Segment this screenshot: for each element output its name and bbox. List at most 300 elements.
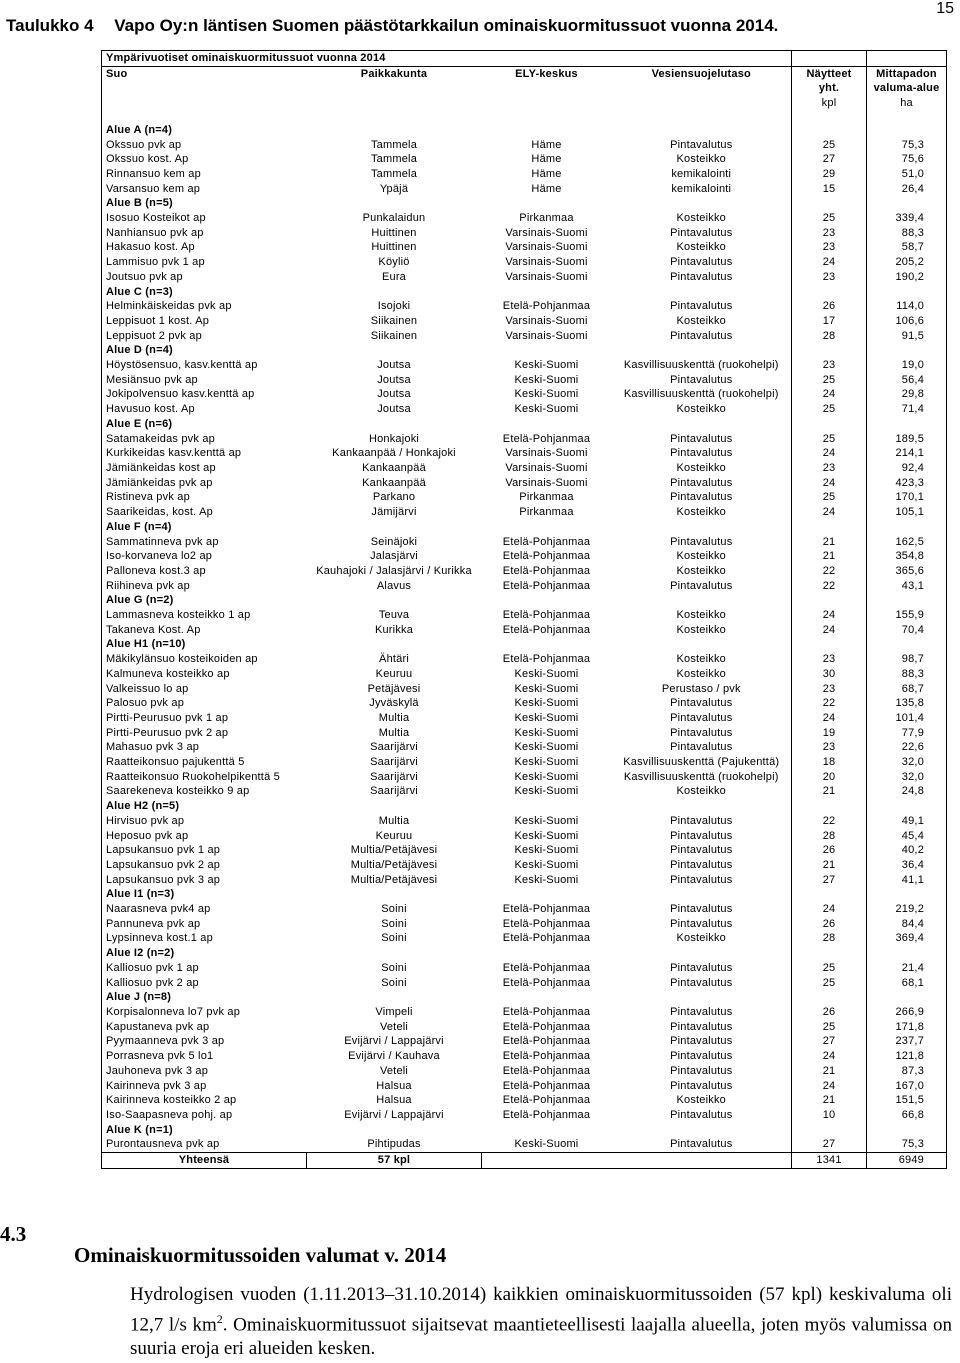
table-row [102,329,947,344]
cell-suo: Isosuo Kosteikot ap [106,212,206,225]
cell-suo: Lapsukansuo pvk 3 ap [106,873,221,886]
cell-ely: Etelä-Pohjanmaa [502,653,591,666]
cell-naytteet: 24 [792,902,867,917]
cell-valuma-alue: 423,3 [867,476,947,491]
area-group-label: Alue I1 (n=3) [106,888,175,901]
cell-valuma-alue: 214,1 [867,446,947,461]
cell-naytteet: 24 [792,608,867,623]
table-row [102,476,947,491]
cell-ely: Keski-Suomi [514,814,579,827]
cell-paikkakunta: Soini [381,932,407,945]
area-group-label: Alue G (n=2) [106,594,174,607]
cell-vesiensuojelutaso: Pintavalutus [670,873,733,886]
cell-naytteet: 15 [792,182,867,197]
cell-ely: Etelä-Pohjanmaa [502,903,591,916]
cell-naytteet: 20 [792,770,867,785]
cell-naytteet: 24 [792,1079,867,1094]
cell-paikkakunta: Seinäjoki [370,535,418,548]
area-group-label: Alue H2 (n=5) [106,800,180,813]
cell-ely: Keski-Suomi [514,373,579,386]
cell-ely: Etelä-Pohjanmaa [502,976,591,989]
table-container [101,50,946,1169]
table-row [102,1079,947,1094]
cell-paikkakunta: Saarijärvi [370,785,418,798]
cell-ely: Etelä-Pohjanmaa [502,300,591,313]
cell-ely: Keski-Suomi [514,667,579,680]
cell-paikkakunta: Joutsa [377,373,411,386]
cell-paikkakunta: Multia/Petäjävesi [350,858,438,871]
cell-naytteet: 23 [792,682,867,697]
cell-ely: Etelä-Pohjanmaa [502,564,591,577]
cell-valuma-alue: 171,8 [867,1020,947,1035]
cell-paikkakunta: Isojoki [377,300,411,313]
table-row [102,1093,947,1108]
table-row [102,240,947,255]
cell-naytteet: 24 [792,476,867,491]
cell-suo: Takaneva Kost. Ap [106,623,201,636]
cell-ely: Etelä-Pohjanmaa [502,550,591,563]
table-row [102,1020,947,1035]
cell-naytteet: 24 [792,255,867,270]
cell-vesiensuojelutaso: Pintavalutus [670,300,733,313]
cell-suo: Iso-korvaneva lo2 ap [106,550,213,563]
cell-suo: Satamakeidas pvk ap [106,432,215,445]
cell-ely: Pirkanmaa [519,506,574,519]
cell-valuma-alue: 121,8 [867,1049,947,1064]
cell-naytteet: 17 [792,314,867,329]
table-row [102,461,947,476]
cell-ely: Keski-Suomi [514,359,579,372]
cell-naytteet: 19 [792,726,867,741]
cell-ely: Etelä-Pohjanmaa [502,623,591,636]
area-group-row [102,637,947,652]
cell-valuma-alue: 167,0 [867,1079,947,1094]
cell-ely: Varsinais-Suomi [505,314,588,327]
cell-naytteet: 21 [792,858,867,873]
cell-ely: Häme [531,138,562,151]
cell-paikkakunta: Ypäjä [379,182,409,195]
cell-naytteet: 28 [792,931,867,946]
cell-ely: Keski-Suomi [514,785,579,798]
cell-suo: Varsansuo kem ap [106,182,201,195]
cell-valuma-alue: 36,4 [867,858,947,873]
cell-suo: Sammatinneva pvk ap [106,535,219,548]
cell-naytteet: 23 [792,652,867,667]
cell-paikkakunta: Kurikka [374,623,414,636]
cell-naytteet: 28 [792,829,867,844]
cell-paikkakunta: Joutsa [377,359,411,372]
cell-vesiensuojelutaso: Pintavalutus [670,976,733,989]
cell-naytteet: 27 [792,152,867,167]
cell-ely: Keski-Suomi [514,697,579,710]
cell-paikkakunta: Kankaanpää / Honkajoki [332,447,456,460]
table-caption-text: Vapo Oy:n läntisen Suomen päästötarkkailun ominaiskuormitussuot vuonna 2014. [114,16,779,35]
cell-valuma-alue: 237,7 [867,1034,947,1049]
cell-vesiensuojelutaso: Kosteikko [676,314,726,327]
cell-ely: Häme [531,182,562,195]
section-number: 4.3 [0,1222,27,1246]
cell-suo: Mäkikylänsuo kosteikoiden ap [106,653,258,666]
table-row [102,740,947,755]
cell-paikkakunta: Evijärvi / Lappajärvi [344,1108,444,1121]
cell-paikkakunta: Saarijärvi [370,756,418,769]
cell-vesiensuojelutaso: Pintavalutus [670,1035,733,1048]
table-row [102,535,947,550]
cell-valuma-alue: 266,9 [867,1005,947,1020]
cell-suo: Valkeissuo lo ap [106,682,189,695]
cell-paikkakunta: Veteli [379,1064,409,1077]
table-row [102,770,947,785]
cell-valuma-alue: 151,5 [867,1093,947,1108]
cell-paikkakunta: Kauhajoki / Jalasjärvi / Kurikka [316,564,472,577]
cell-naytteet: 24 [792,711,867,726]
cell-suo: Kalliosuo pvk 2 ap [106,976,199,989]
table-row [102,814,947,829]
cell-suo: Naarasneva pvk4 ap [106,903,211,916]
table-row [102,858,947,873]
col-header-ely: ELY-keskus [515,67,578,80]
cell-paikkakunta: Tammela [370,138,418,151]
cell-valuma-alue: 58,7 [867,240,947,255]
cell-valuma-alue: 21,4 [867,961,947,976]
cell-valuma-alue: 32,0 [867,755,947,770]
paragraph-text-2: . Ominaiskuormitussuot sijaitsevat maantieteellisesti laajalla alueella, joten myös valumissa on suuria eroja eri alueiden kesken. [130,1314,952,1360]
cell-vesiensuojelutaso: Pintavalutus [670,491,733,504]
total-row [102,1153,947,1169]
cell-naytteet: 23 [792,358,867,373]
cell-vesiensuojelutaso: Kosteikko [676,932,726,945]
cell-ely: Keski-Suomi [514,711,579,724]
cell-valuma-alue: 155,9 [867,608,947,623]
table-row [102,314,947,329]
cell-suo: Heposuo pvk ap [106,829,189,842]
cell-vesiensuojelutaso: Kasvillisuuskenttä (ruokohelpi) [623,770,779,783]
cell-vesiensuojelutaso: Pintavalutus [670,270,733,283]
cell-valuma-alue: 51,0 [867,167,947,182]
section-title: Ominaiskuormitussoiden valumat v. 2014 [74,1243,447,1267]
cell-suo: Kurkikeidas kasv.kenttä ap [106,447,242,460]
table-row [102,255,947,270]
area-group-row [102,799,947,814]
cell-ely: Varsinais-Suomi [505,329,588,342]
table-row [102,1064,947,1079]
cell-valuma-alue: 189,5 [867,432,947,447]
table-row [102,270,947,285]
cell-vesiensuojelutaso: Kasvillisuuskenttä (ruokohelpi) [623,359,779,372]
cell-naytteet: 25 [792,1020,867,1035]
cell-valuma-alue: 66,8 [867,1108,947,1123]
paragraph-text-1: Hydrologisen vuoden (1.11.2013–31.10.2014) kaikkien ominaiskuormitussoiden (57 kpl) keskivaluma oli 12,7 l/s km [130,1284,952,1336]
cell-vesiensuojelutaso: Kosteikko [676,461,726,474]
cell-vesiensuojelutaso: Kosteikko [676,241,726,254]
cell-valuma-alue: 101,4 [867,711,947,726]
cell-naytteet: 24 [792,505,867,520]
cell-valuma-alue: 114,0 [867,299,947,314]
cell-vesiensuojelutaso: Pintavalutus [670,858,733,871]
cell-valuma-alue: 170,1 [867,490,947,505]
cell-naytteet: 24 [792,387,867,402]
cell-ely: Keski-Suomi [514,873,579,886]
cell-ely: Varsinais-Suomi [505,226,588,239]
cell-naytteet: 10 [792,1108,867,1123]
cell-valuma-alue: 75,6 [867,152,947,167]
area-group-label: Alue C (n=3) [106,285,173,298]
cell-paikkakunta: Honkajoki [368,432,420,445]
cell-valuma-alue: 71,4 [867,402,947,417]
cell-valuma-alue: 19,0 [867,358,947,373]
table-row [102,387,947,402]
area-group-label: Alue A (n=4) [106,123,173,136]
cell-naytteet: 25 [792,432,867,447]
cell-paikkakunta: Saarijärvi [370,770,418,783]
cell-naytteet: 27 [792,873,867,888]
cell-suo: Riihineva pvk ap [106,579,190,592]
table-row [102,696,947,711]
col-header-paikkakunta: Paikkakunta [360,67,428,80]
cell-naytteet: 22 [792,579,867,594]
cell-paikkakunta: Punkalaidun [362,212,426,225]
cell-ely: Etelä-Pohjanmaa [502,1079,591,1092]
cell-suo: Jauhoneva pvk 3 ap [106,1064,209,1077]
table-row [102,138,947,153]
table-header-top: Ympärivuotiset ominaiskuormitussuot vuonna 2014 [102,51,792,67]
cell-suo: Jämiänkeidas kost ap [106,461,216,474]
cell-naytteet: 22 [792,696,867,711]
cell-ely: Keski-Suomi [514,741,579,754]
col-header-vesiensuojelutaso: Vesiensuojelutaso [651,67,751,80]
cell-paikkakunta: Jämijärvi [371,506,417,519]
cell-valuma-alue: 91,5 [867,329,947,344]
cell-naytteet: 21 [792,535,867,550]
cell-vesiensuojelutaso: Pintavalutus [670,829,733,842]
cell-suo: Saarekeneva kosteikko 9 ap [106,785,250,798]
cell-valuma-alue: 68,7 [867,682,947,697]
cell-paikkakunta: Huittinen [371,226,417,239]
cell-ely: Häme [531,167,562,180]
cell-suo: Iso-Saapasneva pohj. ap [106,1108,233,1121]
cell-valuma-alue: 22,6 [867,740,947,755]
cell-paikkakunta: Joutsa [377,403,411,416]
cell-suo: Hakasuo kost. Ap [106,241,195,254]
cell-paikkakunta: Keuruu [375,829,413,842]
cell-valuma-alue: 49,1 [867,814,947,829]
cell-valuma-alue: 162,5 [867,535,947,550]
cell-valuma-alue: 105,1 [867,505,947,520]
cell-paikkakunta: Multia/Petäjävesi [350,873,438,886]
table-row [102,976,947,991]
cell-vesiensuojelutaso: Pintavalutus [670,711,733,724]
table-row [102,446,947,461]
cell-suo: Raatteikonsuo pajukenttä 5 [106,756,245,769]
table-row [102,1108,947,1123]
table-row [102,358,947,373]
cell-suo: Pannuneva pvk ap [106,917,201,930]
cell-vesiensuojelutaso: Kosteikko [676,1094,726,1107]
cell-vesiensuojelutaso: Kosteikko [676,564,726,577]
cell-ely: Pirkanmaa [519,491,574,504]
cell-ely: Varsinais-Suomi [505,447,588,460]
section-paragraph [130,1283,952,1361]
cell-suo: Lapsukansuo pvk 1 ap [106,844,221,857]
area-group-row [102,887,947,902]
cell-vesiensuojelutaso: Kosteikko [676,153,726,166]
table-row [102,490,947,505]
cell-vesiensuojelutaso: Kosteikko [676,667,726,680]
cell-paikkakunta: Köyliö [378,256,410,269]
cell-ely: Keski-Suomi [514,829,579,842]
cell-valuma-alue: 92,4 [867,461,947,476]
table-row [102,931,947,946]
cell-naytteet: 24 [792,623,867,638]
cell-vesiensuojelutaso: Kosteikko [676,609,726,622]
cell-valuma-alue: 75,3 [867,1137,947,1152]
cell-naytteet: 22 [792,564,867,579]
cell-vesiensuojelutaso: kemikalointi [671,167,732,180]
cell-vesiensuojelutaso: Pintavalutus [670,917,733,930]
cell-naytteet: 26 [792,299,867,314]
cell-paikkakunta: Parkano [372,491,416,504]
total-label: Yhteensä [102,1153,307,1169]
cell-valuma-alue: 24,8 [867,784,947,799]
cell-suo: Raatteikonsuo Ruokohelpikenttä 5 [106,770,280,783]
cell-naytteet: 27 [792,1034,867,1049]
cell-naytteet: 26 [792,917,867,932]
area-group-row [102,196,947,211]
cell-ely: Varsinais-Suomi [505,270,588,283]
cell-suo: Saarikeidas, kost. Ap [106,506,213,519]
cell-vesiensuojelutaso: Pintavalutus [670,726,733,739]
cell-naytteet: 24 [792,1049,867,1064]
cell-paikkakunta: Soini [381,917,407,930]
cell-naytteet: 25 [792,961,867,976]
cell-vesiensuojelutaso: Pintavalutus [670,1079,733,1092]
cell-valuma-alue: 354,8 [867,549,947,564]
cell-ely: Etelä-Pohjanmaa [502,432,591,445]
area-group-label: Alue H1 (n=10) [106,638,186,651]
cell-paikkakunta: Multia [378,726,410,739]
cell-valuma-alue: 98,7 [867,652,947,667]
cell-paikkakunta: Multia/Petäjävesi [350,844,438,857]
cell-vesiensuojelutaso: Pintavalutus [670,1006,733,1018]
table-row [102,1005,947,1020]
table-row [102,711,947,726]
cell-suo: Lapsukansuo pvk 2 ap [106,858,221,871]
table-header-row [102,66,947,81]
cell-ely: Keski-Suomi [514,682,579,695]
cell-paikkakunta: Siikainen [370,314,418,327]
table-row [102,226,947,241]
table-row [102,843,947,858]
table-row [102,167,947,182]
cell-valuma-alue: 41,1 [867,873,947,888]
area-group-row [102,946,947,961]
cell-naytteet: 25 [792,976,867,991]
cell-paikkakunta: Siikainen [370,329,418,342]
cell-naytteet: 27 [792,1137,867,1152]
cell-suo: Höystösensuo, kasv.kenttä ap [106,359,258,372]
cell-paikkakunta: Joutsa [377,388,411,401]
total-area: 6949 [867,1153,947,1169]
cell-ely: Keski-Suomi [514,770,579,783]
cell-paikkakunta: Keuruu [375,667,413,680]
cell-paikkakunta: Pihtipudas [367,1138,421,1151]
cell-paikkakunta: Multia [378,711,410,724]
cell-vesiensuojelutaso: Pintavalutus [670,256,733,269]
table-row [102,211,947,226]
cell-suo: Pirtti-Peurusuo pvk 1 ap [106,711,229,724]
cell-paikkakunta: Kankaanpää [362,476,426,489]
cell-paikkakunta: Halsua [376,1079,412,1092]
area-group-row [102,593,947,608]
cell-suo: Leppisuot 1 kost. Ap [106,314,210,327]
cell-ely: Etelä-Pohjanmaa [502,1064,591,1077]
cell-paikkakunta: Tammela [370,153,418,166]
cell-paikkakunta: Eura [381,270,407,283]
cell-valuma-alue: 43,1 [867,579,947,594]
cell-suo: Pyymaanneva pvk 3 ap [106,1035,225,1048]
cell-vesiensuojelutaso: Pintavalutus [670,903,733,916]
cell-valuma-alue: 70,4 [867,623,947,638]
col-unit-kpl: kpl [792,96,867,111]
cell-naytteet: 25 [792,490,867,505]
cell-vesiensuojelutaso: Pintavalutus [670,1064,733,1077]
cell-valuma-alue: 205,2 [867,255,947,270]
cell-valuma-alue: 29,8 [867,387,947,402]
table-row [102,182,947,197]
cell-valuma-alue: 190,2 [867,270,947,285]
cell-ely: Keski-Suomi [514,756,579,769]
area-group-row [102,417,947,432]
cell-valuma-alue: 32,0 [867,770,947,785]
cell-ely: Keski-Suomi [514,858,579,871]
table-row [102,564,947,579]
cell-valuma-alue: 339,4 [867,211,947,226]
page-number: 15 [936,0,954,17]
cell-valuma-alue: 219,2 [867,902,947,917]
table-header-row-2 [102,81,947,96]
table-row [102,402,947,417]
cell-naytteet: 25 [792,373,867,388]
cell-suo: Pirtti-Peurusuo pvk 2 ap [106,726,229,739]
cell-paikkakunta: Soini [381,961,407,974]
cell-suo: Kalliosuo pvk 1 ap [106,961,199,974]
cell-valuma-alue: 369,4 [867,931,947,946]
cell-ely: Etelä-Pohjanmaa [502,1108,591,1121]
cell-ely: Etelä-Pohjanmaa [502,1094,591,1107]
cell-suo: Lammasneva kosteikko 1 ap [106,609,251,622]
area-group-row [102,343,947,358]
cell-suo: Kapustaneva pvk ap [106,1020,210,1033]
cell-valuma-alue: 88,3 [867,226,947,241]
cell-vesiensuojelutaso: Kosteikko [676,550,726,563]
cell-vesiensuojelutaso: Pintavalutus [670,1138,733,1151]
cell-ely: Pirkanmaa [519,212,574,225]
cell-naytteet: 30 [792,667,867,682]
cell-vesiensuojelutaso: Pintavalutus [670,329,733,342]
cell-vesiensuojelutaso: Pintavalutus [670,535,733,548]
cell-vesiensuojelutaso: Pintavalutus [670,476,733,489]
area-group-label: Alue F (n=4) [106,520,172,533]
cell-ely: Etelä-Pohjanmaa [502,579,591,592]
cell-valuma-alue: 135,8 [867,696,947,711]
area-group-label: Alue I2 (n=2) [106,947,175,960]
area-group-row [102,990,947,1005]
cell-naytteet: 28 [792,329,867,344]
cell-paikkakunta: Soini [381,976,407,989]
cell-valuma-alue: 40,2 [867,843,947,858]
table-header-spacer [102,111,947,123]
col-header-naytteet: Näytteet [792,66,867,81]
